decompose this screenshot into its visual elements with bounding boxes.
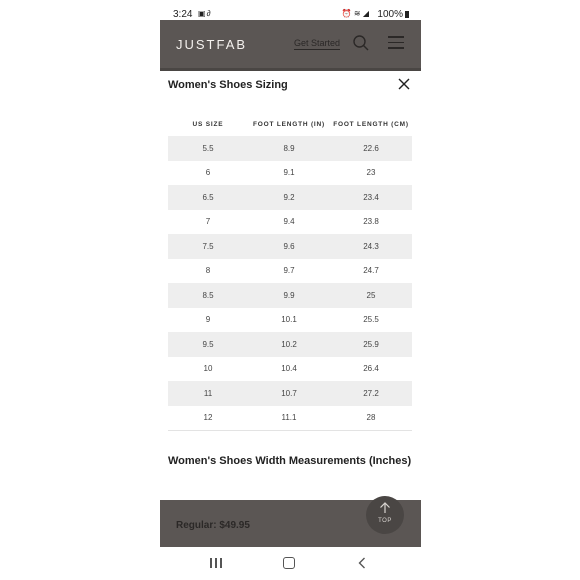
width-section-title: Women's Shoes Width Measurements (Inches)	[168, 455, 412, 467]
table-row	[168, 136, 412, 161]
foot-length-cm-cell: 27.2	[330, 381, 412, 406]
wifi-icon: ≋	[353, 9, 361, 18]
phone-screen	[160, 0, 421, 580]
us-size-cell: 7	[205, 217, 211, 227]
foot-length-in-cell: 9.4	[283, 217, 295, 227]
us-size-cell: 6.5	[168, 185, 248, 210]
table-row	[168, 406, 412, 431]
table-row	[168, 381, 412, 406]
table-row	[168, 161, 412, 186]
justfab-logo[interactable]: JUSTFAB	[176, 37, 248, 52]
modal-title: Women's Shoes Sizing	[168, 79, 288, 91]
foot-length-in-cell: 10.1	[281, 315, 297, 325]
table-row	[168, 210, 412, 235]
alarm-icon: ⏰	[341, 9, 352, 18]
foot-length-in-cell: 9.7	[283, 266, 295, 276]
table-row	[168, 332, 412, 357]
foot-length-cm-cell: 22.6	[330, 136, 412, 161]
us-size-cell: 8.5	[168, 283, 248, 308]
foot-length-cm-cell: 24.7	[363, 266, 379, 276]
foot-length-cm-cell: 25.5	[363, 315, 379, 325]
foot-length-cm-cell: 23.8	[363, 217, 379, 227]
table-row	[168, 259, 412, 284]
us-size-cell: 5.5	[168, 136, 248, 161]
foot-length-in-cell: 9.6	[248, 234, 330, 259]
us-size-cell: 9	[205, 315, 211, 325]
search-icon[interactable]	[352, 34, 370, 52]
foot-length-cm-cell: 23.4	[330, 185, 412, 210]
back-icon[interactable]	[358, 557, 366, 569]
top-label: TOP	[378, 518, 392, 524]
foot-length-in-cell: 9.2	[248, 185, 330, 210]
foot-length-cm-cell: 25.9	[330, 332, 412, 357]
size-table	[168, 112, 412, 431]
battery-indicator	[377, 9, 409, 20]
us-size-cell: 10	[203, 364, 213, 374]
android-nav-bar	[160, 547, 421, 580]
regular-price: Regular: $49.95	[176, 520, 250, 531]
status-time: 3:24	[173, 9, 193, 20]
header-foot-length-cm: FOOT LENGTH (CM)	[333, 120, 409, 128]
foot-length-cm-cell: 28	[330, 406, 412, 431]
foot-length-in-cell: 10.4	[281, 364, 297, 374]
link-icon: ∂	[206, 9, 212, 18]
table-row	[168, 185, 412, 210]
arrow-up-icon	[379, 502, 391, 514]
close-icon[interactable]	[396, 76, 412, 92]
battery-percent: 100%	[377, 9, 403, 20]
us-size-cell: 11	[168, 381, 248, 406]
size-table-body	[168, 136, 412, 431]
us-size-cell: 12	[168, 406, 248, 431]
get-started-link[interactable]: Get Started	[294, 38, 341, 48]
table-row	[168, 283, 412, 308]
menu-icon[interactable]	[388, 36, 404, 50]
status-bar	[160, 0, 421, 20]
table-header-row	[168, 112, 412, 136]
us-size-cell: 8	[205, 266, 211, 276]
foot-length-in-cell: 8.9	[248, 136, 330, 161]
foot-length-in-cell: 11.1	[248, 406, 330, 431]
us-size-cell: 7.5	[168, 234, 248, 259]
signal-icon: ◢	[362, 9, 369, 18]
foot-length-in-cell: 9.9	[248, 283, 330, 308]
status-right-icons	[342, 9, 369, 18]
table-row	[168, 234, 412, 259]
table-row	[168, 308, 412, 333]
foot-length-in-cell: 10.7	[248, 381, 330, 406]
foot-length-cm-cell: 23	[366, 168, 376, 178]
battery-icon	[405, 11, 409, 18]
header-foot-length-in: FOOT LENGTH (IN)	[252, 120, 325, 128]
status-left-icons	[198, 9, 212, 18]
foot-length-cm-cell: 24.3	[330, 234, 412, 259]
header-us-size: US SIZE	[192, 120, 224, 128]
back-to-top-button[interactable]	[366, 496, 404, 534]
foot-length-in-cell: 10.2	[248, 332, 330, 357]
header-shadow-strip	[160, 68, 421, 71]
app-header	[160, 20, 421, 68]
foot-length-cm-cell: 26.4	[363, 364, 379, 374]
table-row	[168, 357, 412, 382]
us-size-cell: 6	[205, 168, 211, 178]
home-icon[interactable]	[283, 557, 295, 569]
recents-icon[interactable]	[210, 558, 222, 568]
us-size-cell: 9.5	[168, 332, 248, 357]
foot-length-in-cell: 9.1	[283, 168, 295, 178]
image-icon: ▣	[198, 9, 207, 18]
foot-length-cm-cell: 25	[330, 283, 412, 308]
